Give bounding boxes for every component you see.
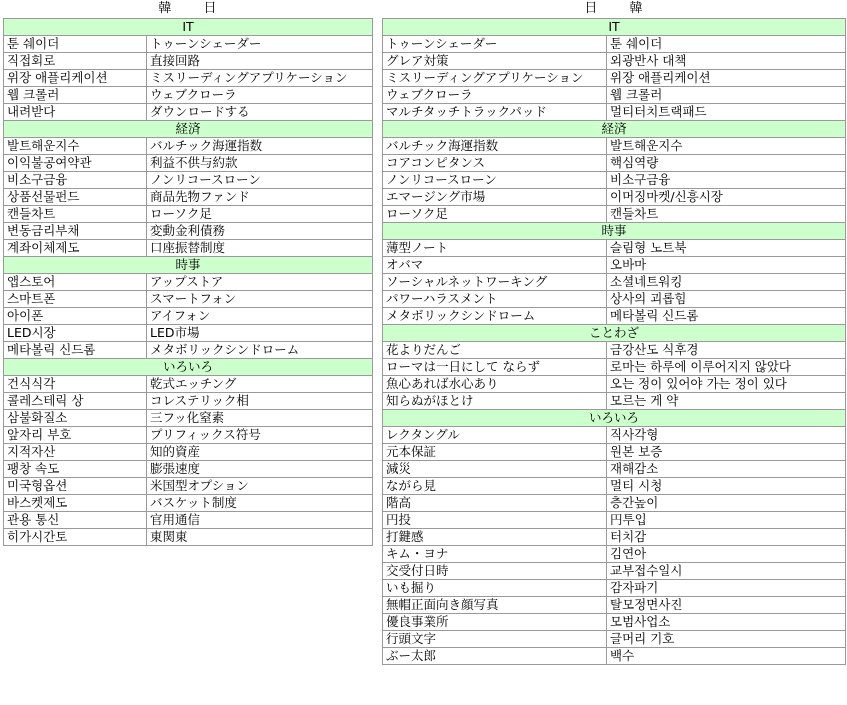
source-term-cell: マルチタッチトラックパッド bbox=[383, 104, 607, 121]
section-title: ことわざ bbox=[383, 325, 846, 342]
table-row bbox=[4, 393, 373, 410]
source-term-cell: 打鍵感 bbox=[383, 529, 607, 546]
table-row bbox=[4, 461, 373, 478]
target-term-cell: アイフォン bbox=[147, 308, 373, 325]
korean-japanese-table bbox=[3, 18, 373, 546]
source-term-cell: 팽창 속도 bbox=[4, 461, 147, 478]
table-row bbox=[383, 274, 846, 291]
source-term-cell: 관용 통신 bbox=[4, 512, 147, 529]
target-term-cell: スマートフォン bbox=[147, 291, 373, 308]
table-row bbox=[383, 70, 846, 87]
target-term-cell: 直接回路 bbox=[147, 53, 373, 70]
table-row bbox=[4, 53, 373, 70]
source-term-cell: ノンリコースローン bbox=[383, 172, 607, 189]
source-term-cell: 지적자산 bbox=[4, 444, 147, 461]
table-row bbox=[383, 36, 846, 53]
table-row bbox=[383, 240, 846, 257]
source-term-cell: 減災 bbox=[383, 461, 607, 478]
table-row bbox=[383, 393, 846, 410]
section-title: いろいろ bbox=[383, 410, 846, 427]
target-term-cell: トゥーンシェーダー bbox=[147, 36, 373, 53]
table-row bbox=[4, 376, 373, 393]
target-term-cell: 툰 쉐이더 bbox=[607, 36, 846, 53]
source-term-cell: 비소구금융 bbox=[4, 172, 147, 189]
source-term-cell: ソーシャルネットワーキング bbox=[383, 274, 607, 291]
source-term-cell: 이익불공여약관 bbox=[4, 155, 147, 172]
target-term-cell: ダウンロードする bbox=[147, 104, 373, 121]
target-term-cell: 오바마 bbox=[607, 257, 846, 274]
target-term-cell: ローソク足 bbox=[147, 206, 373, 223]
target-term-cell: 직사각형 bbox=[607, 427, 846, 444]
table-row bbox=[4, 308, 373, 325]
target-term-cell: 웹 크롤러 bbox=[607, 87, 846, 104]
source-term-cell: ローマは一日にして ならず bbox=[383, 359, 607, 376]
japanese-korean-table bbox=[382, 18, 846, 665]
source-term-cell: LED시장 bbox=[4, 325, 147, 342]
source-term-cell: 위장 애플리케이션 bbox=[4, 70, 147, 87]
table-row bbox=[383, 308, 846, 325]
source-term-cell: 優良事業所 bbox=[383, 614, 607, 631]
target-term-cell: 米国型オプション bbox=[147, 478, 373, 495]
section-title: 経済 bbox=[383, 121, 846, 138]
table-row bbox=[4, 87, 373, 104]
target-term-cell: 백수 bbox=[607, 648, 846, 665]
target-term-cell: 모르는 게 약 bbox=[607, 393, 846, 410]
section-header bbox=[383, 325, 846, 342]
source-term-cell: オバマ bbox=[383, 257, 607, 274]
table-row bbox=[383, 580, 846, 597]
table-row bbox=[383, 359, 846, 376]
source-term-cell: 내려받다 bbox=[4, 104, 147, 121]
target-term-cell: 東関東 bbox=[147, 529, 373, 546]
target-term-cell: 円투입 bbox=[607, 512, 846, 529]
table-row bbox=[4, 172, 373, 189]
target-term-cell: 로마는 하루에 이루어지지 않았다 bbox=[607, 359, 846, 376]
source-term-cell: 앱스토어 bbox=[4, 274, 147, 291]
section-title: IT bbox=[4, 19, 373, 36]
table-row bbox=[383, 648, 846, 665]
source-term-cell: 元本保証 bbox=[383, 444, 607, 461]
section-header bbox=[4, 121, 373, 138]
source-term-cell: 앞자리 부호 bbox=[4, 427, 147, 444]
target-term-cell: ノンリコースローン bbox=[147, 172, 373, 189]
table-row bbox=[4, 325, 373, 342]
target-term-cell: 三フッ化窒素 bbox=[147, 410, 373, 427]
section-header bbox=[383, 223, 846, 240]
source-term-cell: 변동금리부채 bbox=[4, 223, 147, 240]
target-term-cell: 멀티터치트랙패드 bbox=[607, 104, 846, 121]
table-row bbox=[383, 342, 846, 359]
table-row bbox=[4, 342, 373, 359]
table-row bbox=[4, 206, 373, 223]
source-term-cell: 知らぬがほとけ bbox=[383, 393, 607, 410]
table-row bbox=[383, 189, 846, 206]
source-term-cell: ぶー太郎 bbox=[383, 648, 607, 665]
target-term-cell: 원본 보증 bbox=[607, 444, 846, 461]
right-glossary bbox=[382, 0, 845, 665]
target-term-cell: 変動金利債務 bbox=[147, 223, 373, 240]
source-term-cell: 히가시간토 bbox=[4, 529, 147, 546]
source-term-cell: いも掘り bbox=[383, 580, 607, 597]
target-term-cell: メタボリックシンドローム bbox=[147, 342, 373, 359]
table-row bbox=[4, 529, 373, 546]
target-term-cell: LED市場 bbox=[147, 325, 373, 342]
table-row bbox=[4, 36, 373, 53]
target-term-cell: 知的資産 bbox=[147, 444, 373, 461]
table-row bbox=[383, 546, 846, 563]
target-term-cell: 오는 정이 있어야 가는 정이 있다 bbox=[607, 376, 846, 393]
table-row bbox=[383, 172, 846, 189]
source-term-cell: ながら見 bbox=[383, 478, 607, 495]
target-term-cell: アップストア bbox=[147, 274, 373, 291]
right-title: 日 韓 bbox=[584, 1, 657, 16]
section-header bbox=[383, 19, 846, 36]
target-term-cell: プリフィックス符号 bbox=[147, 427, 373, 444]
table-row bbox=[383, 529, 846, 546]
source-term-cell: 캔들차트 bbox=[4, 206, 147, 223]
table-row bbox=[383, 53, 846, 70]
source-term-cell: 메타볼릭 신드롬 bbox=[4, 342, 147, 359]
table-row bbox=[4, 138, 373, 155]
source-term-cell: グレア対策 bbox=[383, 53, 607, 70]
table-row bbox=[4, 104, 373, 121]
table-row bbox=[383, 206, 846, 223]
target-term-cell: 利益不供与約款 bbox=[147, 155, 373, 172]
target-term-cell: 발트해운지수 bbox=[607, 138, 846, 155]
section-header bbox=[4, 359, 373, 376]
target-term-cell: 메타볼릭 신드롬 bbox=[607, 308, 846, 325]
table-row bbox=[383, 427, 846, 444]
target-term-cell: 官用通信 bbox=[147, 512, 373, 529]
section-header bbox=[4, 19, 373, 36]
target-term-cell: 소셜네트워킹 bbox=[607, 274, 846, 291]
target-term-cell: 膨張速度 bbox=[147, 461, 373, 478]
source-term-cell: 階高 bbox=[383, 495, 607, 512]
table-row bbox=[383, 444, 846, 461]
table-row bbox=[4, 189, 373, 206]
table-row bbox=[383, 461, 846, 478]
source-term-cell: ウェブクローラ bbox=[383, 87, 607, 104]
table-row bbox=[383, 512, 846, 529]
table-row bbox=[4, 478, 373, 495]
source-term-cell: 미국형옵션 bbox=[4, 478, 147, 495]
table-row bbox=[383, 138, 846, 155]
table-row bbox=[4, 427, 373, 444]
section-title: 経済 bbox=[4, 121, 373, 138]
table-row bbox=[383, 597, 846, 614]
source-term-cell: 바스켓제도 bbox=[4, 495, 147, 512]
target-term-cell: 재해감소 bbox=[607, 461, 846, 478]
target-term-cell: 금강산도 식후경 bbox=[607, 342, 846, 359]
table-row bbox=[383, 478, 846, 495]
section-title: IT bbox=[383, 19, 846, 36]
target-term-cell: 비소구금융 bbox=[607, 172, 846, 189]
target-term-cell: コレステリック相 bbox=[147, 393, 373, 410]
target-term-cell: 층간높이 bbox=[607, 495, 846, 512]
source-term-cell: キム・ヨナ bbox=[383, 546, 607, 563]
table-row bbox=[4, 240, 373, 257]
table-row bbox=[383, 614, 846, 631]
target-term-cell: 商品先物ファンド bbox=[147, 189, 373, 206]
target-term-cell: 이머징마켓/신흥시장 bbox=[607, 189, 846, 206]
source-term-cell: ミスリーディングアプリケーション bbox=[383, 70, 607, 87]
target-term-cell: 乾式エッチング bbox=[147, 376, 373, 393]
target-term-cell: 터치감 bbox=[607, 529, 846, 546]
table-row bbox=[383, 155, 846, 172]
target-term-cell: 교부접수일시 bbox=[607, 563, 846, 580]
target-term-cell: 감자파기 bbox=[607, 580, 846, 597]
source-term-cell: 툰 쉐이더 bbox=[4, 36, 147, 53]
table-row bbox=[383, 104, 846, 121]
target-term-cell: 외광반사 대책 bbox=[607, 53, 846, 70]
source-term-cell: ローソク足 bbox=[383, 206, 607, 223]
table-row bbox=[383, 563, 846, 580]
source-term-cell: 交受付日時 bbox=[383, 563, 607, 580]
source-term-cell: 스마트폰 bbox=[4, 291, 147, 308]
target-term-cell: 캔들차트 bbox=[607, 206, 846, 223]
left-glossary bbox=[3, 0, 372, 546]
source-term-cell: 円投 bbox=[383, 512, 607, 529]
target-term-cell: 글머리 기호 bbox=[607, 631, 846, 648]
table-row bbox=[4, 274, 373, 291]
source-term-cell: 魚心あれば水心あり bbox=[383, 376, 607, 393]
target-term-cell: バルチック海運指数 bbox=[147, 138, 373, 155]
table-row bbox=[4, 70, 373, 87]
target-term-cell: 핵심역량 bbox=[607, 155, 846, 172]
target-term-cell: 탈모정면사진 bbox=[607, 597, 846, 614]
table-row bbox=[4, 223, 373, 240]
target-term-cell: 슬림형 노트북 bbox=[607, 240, 846, 257]
target-term-cell: バスケット制度 bbox=[147, 495, 373, 512]
source-term-cell: 건식식각 bbox=[4, 376, 147, 393]
source-term-cell: エマージング市場 bbox=[383, 189, 607, 206]
table-row bbox=[4, 512, 373, 529]
section-title: 時事 bbox=[4, 257, 373, 274]
left-title: 韓 日 bbox=[158, 1, 231, 16]
source-term-cell: 無帽正面向き顔写真 bbox=[383, 597, 607, 614]
table-row bbox=[4, 155, 373, 172]
source-term-cell: バルチック海運指数 bbox=[383, 138, 607, 155]
source-term-cell: 발트해운지수 bbox=[4, 138, 147, 155]
table-row bbox=[4, 291, 373, 308]
target-term-cell: ウェブクローラ bbox=[147, 87, 373, 104]
source-term-cell: 상품선물펀드 bbox=[4, 189, 147, 206]
section-header bbox=[383, 410, 846, 427]
source-term-cell: 行頭文字 bbox=[383, 631, 607, 648]
table-row bbox=[4, 495, 373, 512]
source-term-cell: トゥーンシェーダー bbox=[383, 36, 607, 53]
target-term-cell: 상사의 괴롭힘 bbox=[607, 291, 846, 308]
source-term-cell: レクタングル bbox=[383, 427, 607, 444]
source-term-cell: 계좌이체제도 bbox=[4, 240, 147, 257]
table-row bbox=[4, 410, 373, 427]
table-row bbox=[383, 495, 846, 512]
source-term-cell: 직접회로 bbox=[4, 53, 147, 70]
table-row bbox=[4, 444, 373, 461]
section-title: 時事 bbox=[383, 223, 846, 240]
table-row bbox=[383, 257, 846, 274]
section-header bbox=[383, 121, 846, 138]
target-term-cell: 口座振替制度 bbox=[147, 240, 373, 257]
source-term-cell: 薄型ノート bbox=[383, 240, 607, 257]
source-term-cell: メタボリックシンドローム bbox=[383, 308, 607, 325]
source-term-cell: 삼불화질소 bbox=[4, 410, 147, 427]
section-title: いろいろ bbox=[4, 359, 373, 376]
table-row bbox=[383, 376, 846, 393]
source-term-cell: 아이폰 bbox=[4, 308, 147, 325]
source-term-cell: 웹 크롤러 bbox=[4, 87, 147, 104]
source-term-cell: 콜레스테릭 상 bbox=[4, 393, 147, 410]
source-term-cell: 花よりだんご bbox=[383, 342, 607, 359]
target-term-cell: 김연아 bbox=[607, 546, 846, 563]
table-row bbox=[383, 631, 846, 648]
target-term-cell: ミスリーディングアプリケーション bbox=[147, 70, 373, 87]
table-row bbox=[383, 291, 846, 308]
source-term-cell: パワーハラスメント bbox=[383, 291, 607, 308]
source-term-cell: コアコンピタンス bbox=[383, 155, 607, 172]
target-term-cell: 모범사업소 bbox=[607, 614, 846, 631]
target-term-cell: 멀티 시청 bbox=[607, 478, 846, 495]
target-term-cell: 위장 애플리케이션 bbox=[607, 70, 846, 87]
table-row bbox=[383, 87, 846, 104]
section-header bbox=[4, 257, 373, 274]
